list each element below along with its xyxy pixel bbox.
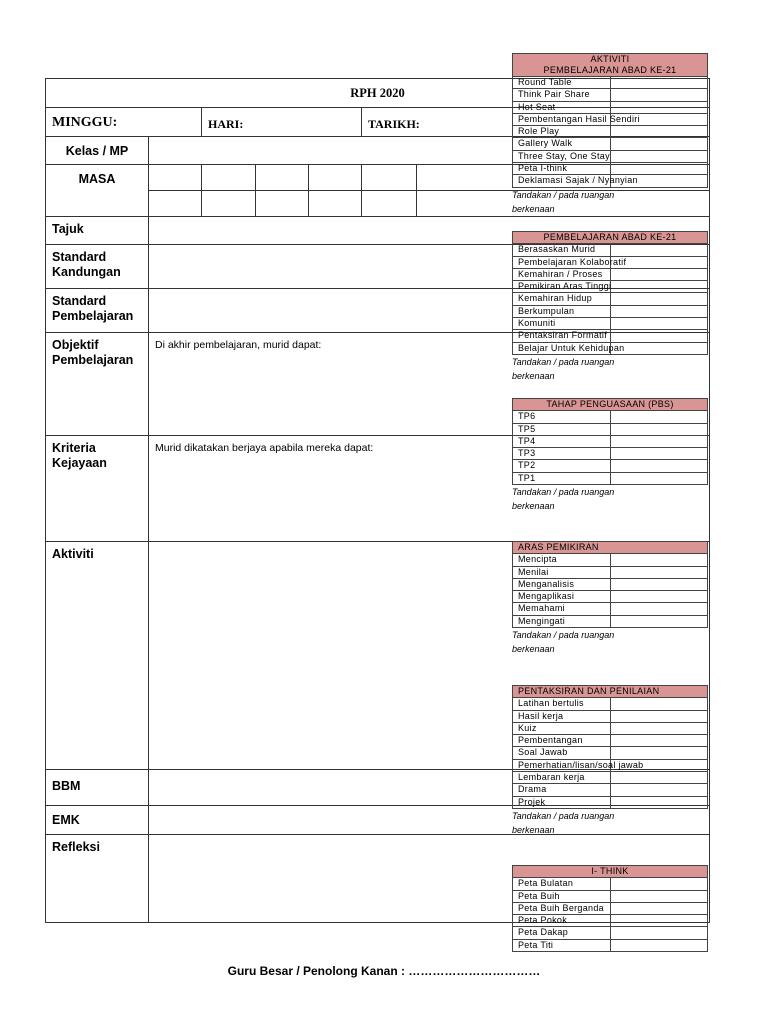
checklist-item: TP5 (513, 423, 611, 435)
checklist-item: Mencipta (513, 554, 611, 566)
checkbox-cell[interactable] (610, 784, 708, 796)
checklist-item: Kemahiran Hidup (513, 293, 611, 305)
checklist-item: Soal Jawab (513, 747, 611, 759)
checkbox-cell[interactable] (610, 710, 708, 722)
checkbox-cell[interactable] (610, 902, 708, 914)
checklist-note: Tandakan / pada ruangan berkenaan (512, 630, 615, 655)
minggu-label[interactable]: MINGGU: (46, 108, 202, 137)
checklist-item: Pembelajaran Kolaboratif (513, 256, 611, 268)
signature-line: Guru Besar / Penolong Kanan : …………………………… (227, 964, 541, 978)
checkbox-cell[interactable] (610, 163, 708, 175)
checklist-item: Peta I-think (513, 163, 611, 175)
checklist-item: Belajar Untuk Kehidupan (513, 342, 611, 354)
checklist-item: Role Play (513, 126, 611, 138)
header-line: AKTIVITI (590, 54, 630, 64)
checklist-item: Kuiz (513, 722, 611, 734)
checklist-item: TP2 (513, 460, 611, 472)
checklist-header: PEMBELAJARAN ABAD KE-21 (513, 232, 708, 244)
masa-cell[interactable] (362, 191, 417, 217)
checklist-ithink (512, 865, 708, 952)
masa-cell[interactable] (256, 165, 309, 191)
checkbox-cell[interactable] (610, 698, 708, 710)
checkbox-cell[interactable] (610, 566, 708, 578)
masa-cell[interactable] (362, 165, 417, 191)
checkbox-cell[interactable] (610, 342, 708, 354)
aktiviti-label: Aktiviti (46, 542, 149, 770)
checkbox-cell[interactable] (610, 150, 708, 162)
masa-cell[interactable] (149, 165, 202, 191)
checklist-header: ARAS PEMIKIRAN (513, 542, 708, 554)
checkbox-cell[interactable] (610, 293, 708, 305)
masa-label: MASA (46, 165, 149, 217)
checkbox-cell[interactable] (610, 796, 708, 808)
checklist-item: Drama (513, 784, 611, 796)
checkbox-cell[interactable] (610, 939, 708, 951)
checkbox-cell[interactable] (610, 915, 708, 927)
checkbox-cell[interactable] (610, 878, 708, 890)
checklist-item: Projek (513, 796, 611, 808)
checklist-item: Peta Titi (513, 939, 611, 951)
form-title: RPH 2020 (46, 79, 710, 108)
masa-cell[interactable] (256, 191, 309, 217)
header-line: PEMBELAJARAN ABAD KE-21 (543, 65, 677, 75)
checklist-aktiviti-abad21 (512, 53, 708, 216)
checklist-item: Berasaskan Murid (513, 244, 611, 256)
kriteria-label: Kriteria Kejayaan (46, 436, 149, 542)
checklist-item: Memahami (513, 603, 611, 615)
standard-pembelajaran-label: Standard Pembelajaran (46, 289, 149, 333)
checkbox-cell[interactable] (610, 603, 708, 615)
checklist-item: Pemerhatian/lisan/soal jawab (513, 759, 611, 771)
checklist-item: TP4 (513, 435, 611, 447)
checklist-note: Tandakan / pada ruangan berkenaan (512, 189, 615, 214)
masa-cell[interactable] (202, 191, 256, 217)
checklist-header: PENTAKSIRAN DAN PENILAIAN (513, 686, 708, 698)
checklist-item: Hot Seat (513, 101, 611, 113)
checkbox-cell[interactable] (610, 927, 708, 939)
checkbox-cell[interactable] (610, 89, 708, 101)
standard-kandungan-label: Standard Kandungan (46, 245, 149, 289)
checklist-item: Gallery Walk (513, 138, 611, 150)
checklist-item: Hasil kerja (513, 710, 611, 722)
checklist-item: Think Pair Share (513, 89, 611, 101)
checkbox-cell[interactable] (610, 138, 708, 150)
checklist-item: Round Table (513, 77, 611, 89)
checkbox-cell[interactable] (610, 747, 708, 759)
checklist-item: TP6 (513, 411, 611, 423)
masa-cell[interactable] (309, 165, 362, 191)
checkbox-cell[interactable] (610, 435, 708, 447)
checklist-item: Peta Bulatan (513, 878, 611, 890)
checklist-item: Three Stay, One Stay (513, 150, 611, 162)
emk-label: EMK (46, 806, 149, 835)
checklist-header (513, 54, 708, 77)
checklist-item: Peta Dakap (513, 927, 611, 939)
checklist-item: TP1 (513, 472, 611, 484)
kelas-mp-label: Kelas / MP (46, 137, 149, 165)
checklist-header: TAHAP PENGUASAAN (PBS) (513, 399, 708, 411)
checkbox-cell[interactable] (610, 411, 708, 423)
hari-label[interactable]: HARI: (202, 108, 362, 137)
checklist-item: Komuniti (513, 318, 611, 330)
checklist-item: Pembentangan Hasil Sendiri (513, 113, 611, 125)
checklist-tahap-penguasaan (512, 398, 708, 513)
refleksi-label: Refleksi (46, 835, 149, 923)
checklist-note: Tandakan / pada ruangan berkenaan (512, 487, 615, 512)
checklist-item: Peta Pokok (513, 915, 611, 927)
bbm-label: BBM (46, 770, 149, 806)
masa-cell[interactable] (202, 165, 256, 191)
checklist-item: Berkumpulan (513, 305, 611, 317)
checklist-item: Mengingati (513, 615, 611, 627)
checkbox-cell[interactable] (610, 268, 708, 280)
checklist-item: Mengaplikasi (513, 591, 611, 603)
checkbox-cell[interactable] (610, 578, 708, 590)
checkbox-cell[interactable] (610, 77, 708, 89)
checkbox-cell[interactable] (610, 460, 708, 472)
checklist-item: Pentaksiran Formatif (513, 330, 611, 342)
checklist-item: Lembaran kerja (513, 772, 611, 784)
checkbox-cell[interactable] (610, 591, 708, 603)
checklist-item: Peta Buih (513, 890, 611, 902)
checklist-aras-pemikiran (512, 541, 708, 656)
checkbox-cell[interactable] (610, 126, 708, 138)
tarikh-label[interactable]: TARIKH: (362, 108, 710, 137)
checkbox-cell[interactable] (610, 305, 708, 317)
objektif-label: Objektif Pembelajaran (46, 333, 149, 436)
masa-cell[interactable] (309, 191, 362, 217)
checkbox-cell[interactable] (610, 101, 708, 113)
checkbox-cell[interactable] (610, 330, 708, 342)
checkbox-cell[interactable] (610, 448, 708, 460)
checklist-item: Menilai (513, 566, 611, 578)
checkbox-cell[interactable] (610, 472, 708, 484)
checkbox-cell[interactable] (610, 554, 708, 566)
checklist-item: Kemahiran / Proses (513, 268, 611, 280)
checkbox-cell[interactable] (610, 244, 708, 256)
checklist-note: Tandakan / pada ruangan berkenaan (512, 810, 615, 835)
checklist-item: Peta Buih Berganda (513, 902, 611, 914)
checkbox-cell[interactable] (610, 890, 708, 902)
checklist-item: Menganalisis (513, 578, 611, 590)
kriteria-field[interactable]: Murid dikatakan berjaya apabila mereka dapat: (149, 436, 710, 542)
objektif-field[interactable]: Di akhir pembelajaran, murid dapat: (149, 333, 710, 436)
checkbox-cell[interactable] (610, 735, 708, 747)
checkbox-cell[interactable] (610, 615, 708, 627)
checklist-item: TP3 (513, 448, 611, 460)
checklist-item: Latihan bertulis (513, 698, 611, 710)
checklist-item: Pembentangan (513, 735, 611, 747)
checklist-pentaksiran (512, 685, 708, 837)
checkbox-cell[interactable] (610, 772, 708, 784)
checklist-header: I- THINK (513, 866, 708, 878)
checklist-item: Deklamasi Sajak / Nyanyian (513, 175, 611, 187)
checkbox-cell[interactable] (610, 722, 708, 734)
tajuk-label: Tajuk (46, 217, 149, 245)
checklist-item: Pemikiran Aras Tinggi (513, 281, 611, 293)
checkbox-cell[interactable] (610, 318, 708, 330)
masa-cell[interactable] (149, 191, 202, 217)
checklist-pembelajaran-abad21 (512, 231, 708, 383)
checklist-note: Tandakan / pada ruangan berkenaan (512, 356, 615, 381)
checkbox-cell[interactable] (610, 281, 708, 293)
checkbox-cell[interactable] (610, 423, 708, 435)
